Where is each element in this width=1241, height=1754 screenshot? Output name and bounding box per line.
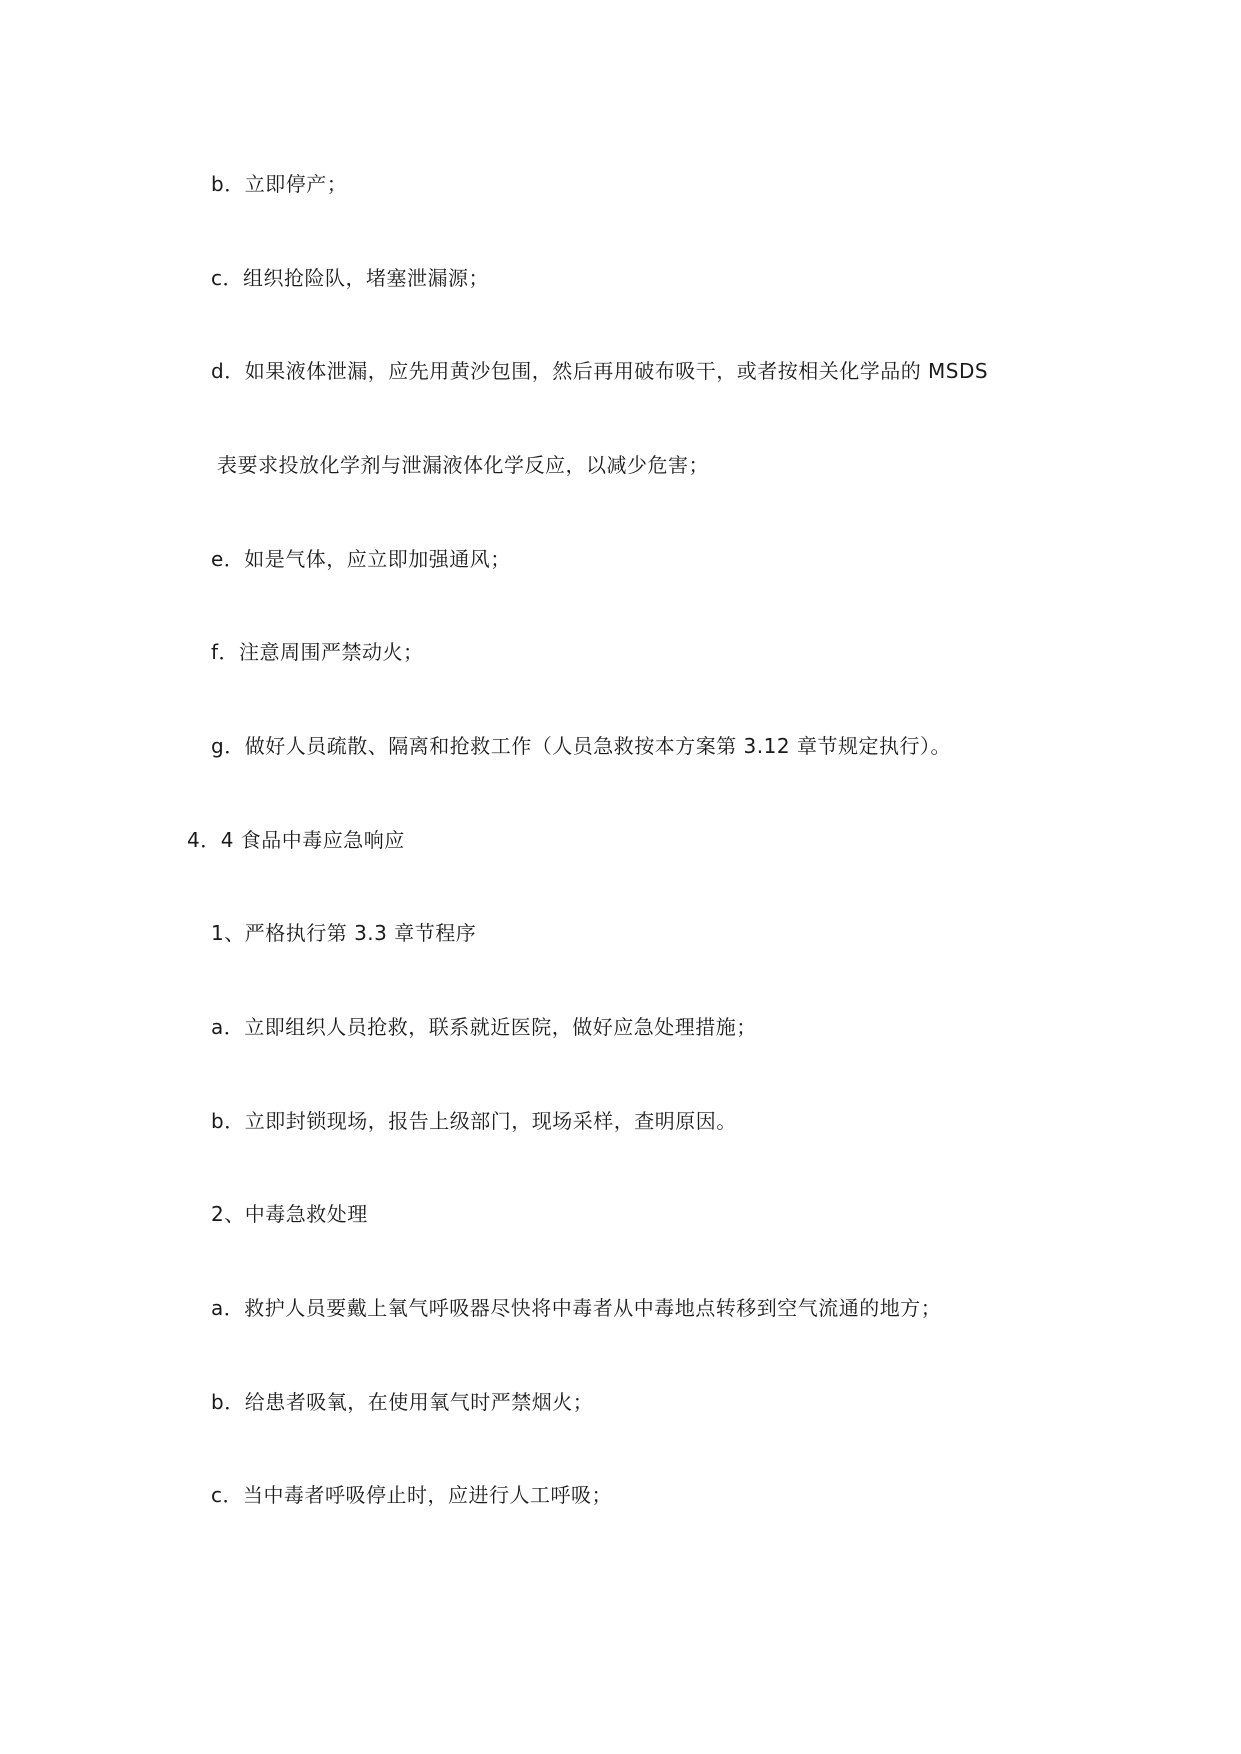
text-line-2-first-aid: 2、中毒急救处理	[211, 1202, 368, 1226]
section-heading-food-poisoning: 4．4 食品中毒应急响应	[187, 828, 405, 852]
text-line-a-organize-rescue: a．立即组织人员抢救，联系就近医院，做好应急处理措施；	[211, 1015, 757, 1039]
text-line-f-no-fire: f．注意周围严禁动火；	[211, 640, 424, 664]
text-line-1-procedure: 1、严格执行第 3.3 章节程序	[211, 921, 477, 945]
text-line-c-artificial-respiration: c．当中毒者呼吸停止时，应进行人工呼吸；	[211, 1483, 612, 1507]
text-line-a-rescuers-oxygen: a．救护人员要戴上氧气呼吸器尽快将中毒者从中毒地点转移到空气流通的地方；	[211, 1296, 942, 1320]
text-line-e-gas-ventilation: e．如是气体，应立即加强通风；	[211, 547, 511, 571]
text-line-d-continuation: 表要求投放化学剂与泄漏液体化学反应，以减少危害；	[217, 453, 709, 477]
text-line-d-liquid-leak: d．如果液体泄漏，应先用黄沙包围，然后再用破布吸干，或者按相关化学品的 MSDS	[211, 359, 989, 383]
text-line-c-rescue-team: c．组织抢险队，堵塞泄漏源；	[211, 266, 489, 290]
text-line-b-seal-scene: b．立即封锁现场，报告上级部门，现场采样，查明原因。	[211, 1109, 737, 1133]
text-line-g-evacuation: g．做好人员疏散、隔离和抢救工作（人员急救按本方案第 3.12 章节规定执行）。	[211, 734, 951, 758]
text-line-b-stop-production: b．立即停产；	[211, 172, 348, 196]
text-line-b-give-oxygen: b．给患者吸氧，在使用氧气时严禁烟火；	[211, 1390, 594, 1414]
